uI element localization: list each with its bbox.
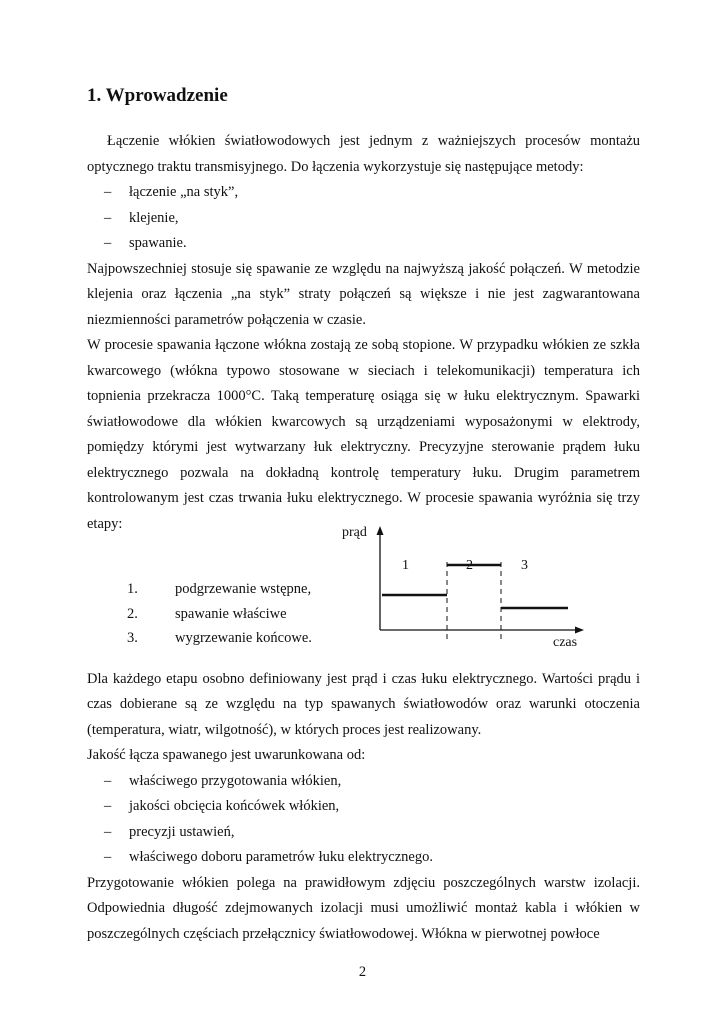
list-item-text: właściwego przygotowania włókien, [129,772,342,789]
y-axis-label: prąd [342,525,367,540]
list-item [87,180,640,206]
stages-list [87,577,357,651]
intro-paragraph: Łączenie włókien światłowodowych jest jednym z ważniejszych procesów montażu optycznego traktu transmisyjnego. Do łączenia wykorzystuje się następujące metody: [87,133,640,175]
y-axis-arrow [377,526,384,535]
list-item-text: łączenie „na styk”, [129,184,239,200]
x-axis-arrow [575,627,584,634]
paragraph-parameters: Dla każdego etapu osobno definiowany jest prąd i czas łuku elektrycznego. Wartości prądu i czas dobierane są ze względu na typ spawanych światłowodów oraz warunki otoczenia (temperatura, wiatr, wilgotność), w których proces jest realizowany. [87,670,640,738]
paragraph-welding-process: W procesie spawania łączone włókna zostają ze sobą stopione. W przypadku włókien ze szkła kwarcowego (włókna typowo stosowane w sieciach i telekomunikacji) temperatura ich topnienia przekracza 1000°C. Taką temperaturę osiąga się w łuku elektrycznym. Spawarki światłowodowe dla włókien kwarcowych są urządzeniami wyposażonymi w elektrody, pomiędzy którymi jest wytwarzany łuk elektryczny. Precyzyjne sterowanie prądem łuku elektrycznego pozwala na dokładną kontrolę temperatury łuku. Drugim parametrem kontrolowanym jest czas trwania łuku elektrycznego. W procesie spawania wyróżnia się trzy etapy: [87,337,640,532]
list-item-text: klejenie, [129,209,179,226]
list-item [87,794,640,820]
stage-number: 2. [127,605,138,622]
dash-bullet: – [104,184,112,200]
phase-label-1: 1 [402,558,409,573]
list-item [87,231,640,257]
page-content [87,85,640,947]
welding-current-diagram [340,520,600,650]
phase-label-3: 3 [521,558,528,573]
list-item [87,577,357,602]
quality-list [87,769,640,871]
dash-bullet: – [104,209,112,226]
page-number: 2 [358,964,367,980]
list-item [87,206,640,232]
list-item [87,845,640,871]
spacer [87,651,640,667]
stage-text: spawanie właściwe [175,605,287,622]
section-heading: 1. Wprowadzenie [87,85,228,106]
list-item [87,769,640,795]
stage-text: podgrzewanie wstępne, [175,581,312,597]
paragraph-quality-intro: Jakość łącza spawanego jest uwarunkowana od: [87,747,366,763]
phase-label-2: 2 [466,558,473,573]
dash-bullet: – [104,235,112,251]
list-item-text: jakości obcięcia końcówek włókien, [129,798,340,814]
stage-text: wygrzewanie końcowe. [175,630,312,646]
list-item [87,602,357,627]
paragraph-preparation: Przygotowanie włókien polega na prawidłowym zdjęciu poszczególnych warstw izolacji. Odpowiednia długość zdejmowanych izolacji musi umożliwić montaż kabla i włókien w poszczególnych częściach przełącznicy światłowodowej. Włókna w pierwotnej powłoce [87,874,640,942]
list-item-text: spawanie. [129,235,187,251]
list-item [87,820,640,846]
list-item-text: precyzji ustawień, [129,823,235,840]
x-axis-label: czas [553,635,578,650]
methods-list [87,180,640,257]
dash-bullet: – [104,823,112,840]
dash-bullet: – [104,798,112,814]
dash-bullet: – [104,772,112,789]
stage-number: 3. [127,630,138,646]
list-item-text: właściwego doboru parametrów łuku elektrycznego. [129,849,433,865]
list-item [87,626,357,651]
paragraph-welding-preference: Najpowszechniej stosuje się spawanie ze względu na najwyższą jakość połączeń. W metodzie klejenia oraz łączenia „na styk” straty połączeń są większe i nie jest zagwarantowana niezmienności parametrów połączenia w czasie. [87,260,640,328]
dash-bullet: – [104,849,112,865]
stage-number: 1. [127,581,138,597]
